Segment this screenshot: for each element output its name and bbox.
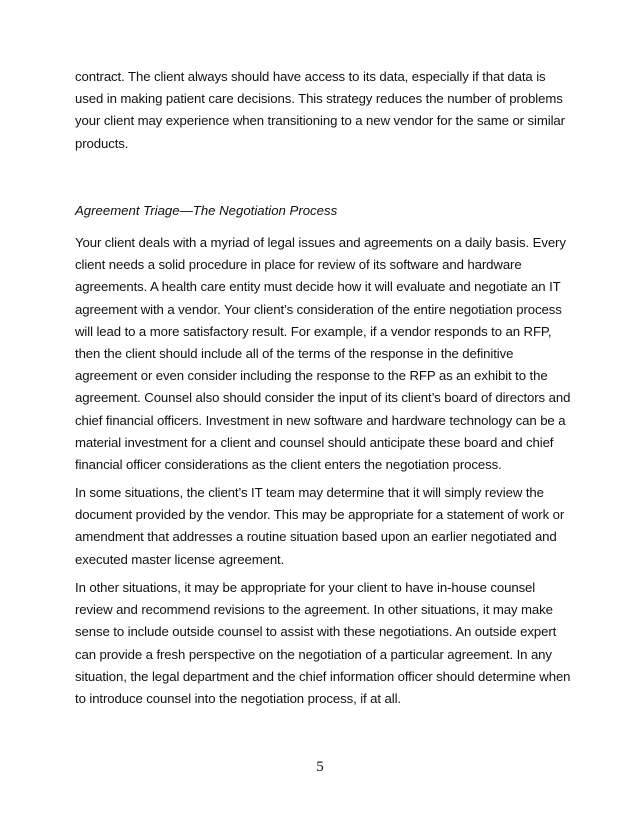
paragraph-counsel-review: In other situations, it may be appropriate for your client to have in-house counsel review and recommend revisions to the agreement. In other situations, it may make sense to include outside counsel to assist with these negotiations. An outside expert can provide a fresh perspective on the negotiation of a particular agreement. In any situation, the legal department and the chief information officer should determine when to introduce counsel into the negotiation process, if at all. — [75, 580, 571, 707]
page-number: 5 — [316, 759, 324, 775]
section-heading: Agreement Triage—The Negotiation Process — [75, 203, 338, 218]
paragraph-data-access: contract. The client always should have access to its data, especially if that data is used in making patient care decisions. This strategy reduces the number of problems your client may experience when transitioning to a new vendor for the same or similar products. — [75, 69, 565, 151]
paragraph-it-team-review: In some situations, the client’s IT team may determine that it will simply review the document provided by the vendor. This may be appropriate for a statement of work or amendment that addresses a routine situation based upon an earlier negotiated and executed master license agreement. — [75, 485, 565, 567]
paragraph-agreement-triage: Your client deals with a myriad of legal issues and agreements on a daily basis. Every client needs a solid procedure in place for review of its software and hardware agreements. A health care entity must decide how it will evaluate and negotiate an IT agreement with a vendor. Your client’s consideration of the entire negotiation process will lead to a more satisfactory result. For example, if a vendor responds to an RFP, then the client should include all of the terms of the response in the definitive agreement or even consider including the response to the RFP as an exhibit to the agreement. Counsel also should consider the input of its client’s board of directors and chief financial officers. Investment in new software and hardware technology can be a material investment for a client and counsel should anticipate these board and chief financial officer considerations as the client enters the negotiation process. — [75, 235, 571, 473]
